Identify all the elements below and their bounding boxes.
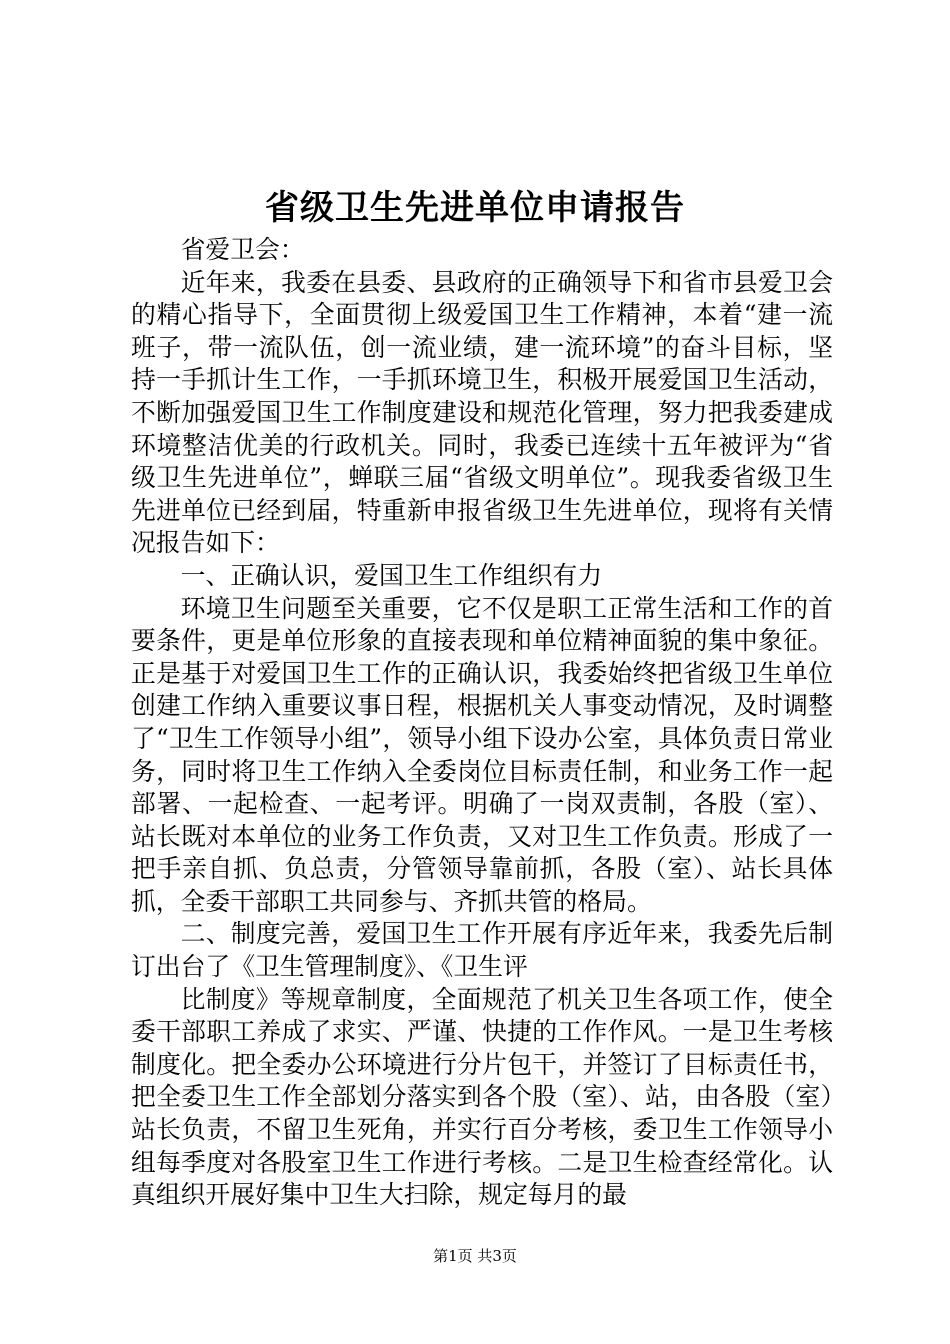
document-body bbox=[131, 234, 833, 1212]
paragraph: 近年来，我委在县委、县政府的正确领导下和省市县爱卫会的精心指导下，全面贯彻上级爱国卫生工作精神，本着“建一流班子，带一流队伍，创一流业绩，建一流环境”的奋斗目标，坚持一手抓计生工作，一手抓环境卫生，积极开展爱国卫生活动，不断加强爱国卫生工作制度建设和规范化管理，努力把我委建成环境整洁优美的行政机关。同时，我委已连续十五年被评为“省级卫生先进单位”，蝉联三届“省级文明单位”。现我委省级卫生先进单位已经到届，特重新申报省级卫生先进单位，现将有关情况报告如下： bbox=[131, 267, 833, 558]
section-heading: 一、正确认识，爱国卫生工作组织有力 bbox=[180, 560, 603, 590]
salutation: 省爱卫会： bbox=[180, 235, 305, 264]
page-indicator: 第1页 共3页 bbox=[433, 1247, 517, 1265]
paragraph: 比制度》等规章制度，全面规范了机关卫生各项工作，使全委干部职工养成了求实、严谨、快捷的工作作风。一是卫生考核制度化。把全委办公环境进行分片包干，并签订了目标责任书，把全委卫生工作全部划分落实到各个股（室）、站，由各股（室）站长负责，不留卫生死角，并实行百分考核，委卫生工作领导小组每季度对各股室卫生工作进行考核。二是卫生检查经常化。认真组织开展好集中卫生大扫除，规定每月的最 bbox=[131, 984, 833, 1210]
paragraph: 环境卫生问题至关重要，它不仅是职工正常生活和工作的首要条件，更是单位形象的直接表现和单位精神面貌的集中象征。正是基于对爱国卫生工作的正确认识，我委始终把省级卫生单位创建工作纳入重要议事日程，根据机关人事变动情况，及时调整了“卫生工作领导小组”，领导小组下设办公室，具体负责日常业务，同时将卫生工作纳入全委岗位目标责任制，和业务工作一起部署、一起检查、一起考评。明确了一岗双责制，各股（室）、站长既对本单位的业务工作负责，又对卫生工作负责。形成了一把手亲自抓、负总责，分管领导靠前抓，各股（室）、站长具体抓，全委干部职工共同参与、齐抓共管的格局。 bbox=[131, 593, 833, 916]
section-heading: 二、制度完善，爱国卫生工作开展有序近年来，我委先后制订出台了《卫生管理制度》、《卫生评 bbox=[131, 919, 833, 982]
document-title: 省级卫生先进单位申请报告 bbox=[265, 188, 685, 228]
